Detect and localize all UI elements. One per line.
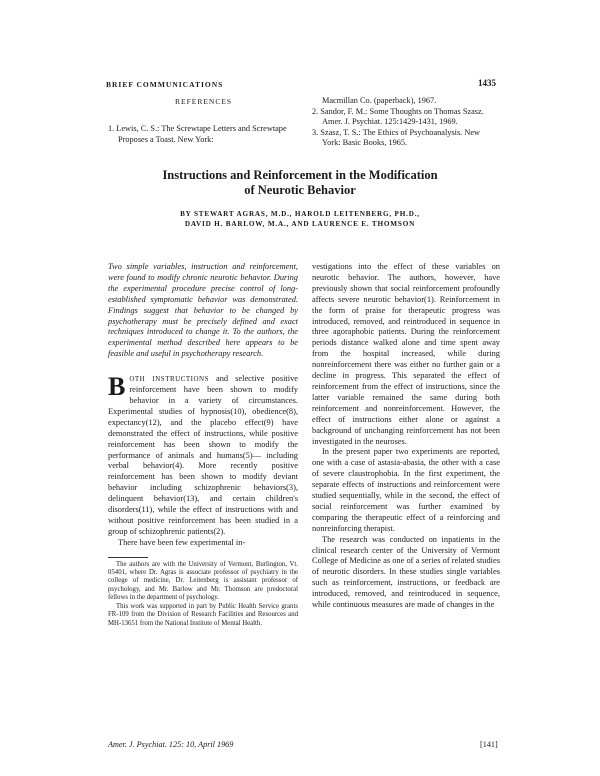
journal-citation: Amer. J. Psychiat. 125: 10, April 1969 [108, 740, 234, 749]
body-paragraph [108, 374, 298, 538]
body-right-column [312, 262, 500, 611]
reference-item: 3. Szasz, T. S.: The Ethics of Psychoanalysis. New York: Basic Books, 1965. [312, 127, 480, 147]
section-header: BRIEF COMMUNICATIONS [106, 80, 224, 89]
references-heading: REFERENCES [175, 97, 233, 106]
footnote: The authors are with the University of Vermont, Burlington, Vt. 05401, where Dr. Agras is associate professor of psychiatry in the college of medicine, Dr. Leitenberg is assistant professor of psychology, and Mr. Barlow and Mr. Thomson are predoctoral fellows in the department of psychology. [108, 560, 298, 602]
authors-line: BY STEWART AGRAS, M.D., HAROLD LEITENBERG, PH.D., [180, 210, 420, 218]
drop-cap: B [108, 372, 126, 402]
article-title-line: of Neurotic Behavior [244, 183, 356, 197]
body-paragraph: vestigations into the effect of these variables on neurotic behavior. The authors, however, have previously shown that social reinforcement profoundly affects severe neurotic behavior(1). Reinforcement in the form of praise for therapeutic progress was introduced, removed, and reintroduced in sequence in three agoraphobic patients. During the reinforcement periods distance walked alone and time spent away from the hospital increased, while during nonreinforcement there was either no further gain or a decline in progress. This separated the effect of reinforcement from the effect of instructions, since the latter variable remained the same during both reinforcement and nonreinforcement. However, the effect of instructions either alone or against a background of unchanging reinforcement has not been investigated in the neuroses. [312, 262, 500, 446]
footnote: This work was supported in part by Public Health Service grants FR-109 from the Division of Research Facilities and Resources and MH-13651 from the National Institute of Mental Health. [108, 602, 298, 627]
article-title-line: Instructions and Reinforcement in the Modification [162, 168, 438, 182]
small-caps-lead: OTH INSTRUCTIONS [129, 375, 209, 384]
references-right-column [312, 96, 500, 149]
body-paragraph: In the present paper two experiments are reported, one with a case of astasia-abasia, the other with a case of severe claustrophobia. In the first experiment, the separate effects of instructions and reinforcement were studied sequentially, while in the second, the effect of social reinforcement was further examined by comparing the therapeutic effect of a reinforcing and nonreinforcing therapist. [312, 447, 500, 533]
reference-item: 2. Sandor, F. M.: Some Thoughts on Thomas Szasz. Amer. J. Psychiat. 125:1429-1431, 1969. [312, 106, 484, 126]
body-paragraph: There have been few experimental in- [118, 537, 246, 547]
reference-continuation: Macmillan Co. (paperback), 1967. [322, 96, 437, 105]
reference-item: 1. Lewis, C. S.: The Screwtape Letters and Screwtape Proposes a Toast. New York: [108, 124, 287, 144]
abstract: Two simple variables, instruction and reinforcement, were found to modify chronic neurotic behavior. During the experimental procedure precise control of long-established symptomatic behavior was demonstrated. Findings suggest that behavior to be changed by psychotherapy must be precisely defined and exact techniques introduced to change it. To the authors, the experimental method described here appears to be feasible and useful in psychotherapy research. [108, 262, 298, 359]
article-authors [100, 209, 500, 229]
body-left-column [108, 262, 298, 628]
paragraph-text: and selective positive reinforcement have been shown to modify behavior in a variety of circumstances. Experimental studies of hypnosis(10), obedience(8), expectancy(12), and the placebo effect(9) have demonstrated the effect of instructions, while positive reinforcement has been shown to modify the performance of animals and humans(5)— including verbal behavior(4). More recently positive reinforcement has been shown to modify deviant behavior including schizophrenic behaviors(3), delinquent behavior(13), and certain children's disorders(11), while the effect of instructions with and without positive reinforcement has been studied in a group of schizophrenic patients(2). [108, 374, 298, 536]
references-left-column [108, 124, 298, 145]
footer-page-marker: [141] [480, 740, 498, 749]
article-title [100, 168, 500, 198]
footnote-divider [108, 557, 148, 558]
body-paragraph: The research was conducted on inpatients in the clinical research center of the University of Vermont College of Medicine as one of a series of related studies of neurotic disorders. In these studies single variables such as reinforcement, instructions, or feedback are introduced, removed, and reintroduced in sequence, while continuous measures are made of changes in the [312, 534, 500, 610]
authors-line: DAVID H. BARLOW, M.A., AND LAURENCE E. THOMSON [184, 220, 416, 228]
page-number: 1435 [478, 78, 496, 88]
